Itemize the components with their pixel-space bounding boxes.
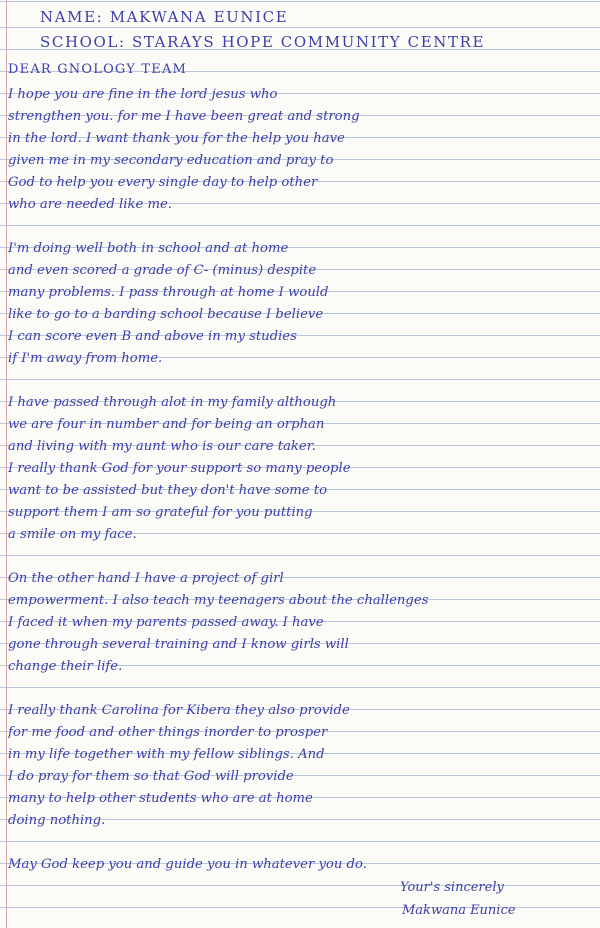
text-line: given me in my secondary education and pray to <box>8 153 334 168</box>
text-line: like to go to a barding school because I believe <box>8 307 324 322</box>
text-line: and living with my aunt who is our care taker. <box>8 439 316 454</box>
margin-line <box>6 0 7 928</box>
text-line: many to help other students who are at home <box>8 791 313 806</box>
text-line: strengthen you. for me I have been great and strong <box>8 109 360 124</box>
paragraph-4 <box>8 568 596 678</box>
text-line: and even scored a grade of C- (minus) despite <box>8 263 317 278</box>
text-line: I'm doing well both in school and at home <box>8 241 289 256</box>
signoff: Your's sincerely <box>400 880 504 895</box>
text-line: God to help you every single day to help other <box>8 175 318 190</box>
text-line: we are four in number and for being an orphan <box>8 417 325 432</box>
text-line: if I'm away from home. <box>8 351 163 366</box>
text-line: I have passed through alot in my family although <box>8 395 337 410</box>
text-line: many problems. I pass through at home I would <box>8 285 329 300</box>
text-line: gone through several training and I know girls will <box>8 637 349 652</box>
school-line: SCHOOL: STARAYS HOPE COMMUNITY CENTRE <box>40 33 486 51</box>
name-line: NAME: MAKWANA EUNICE <box>40 8 289 26</box>
closing-paragraph <box>8 854 596 876</box>
paragraph-5 <box>8 700 596 832</box>
signature: Makwana Eunice <box>402 903 516 918</box>
text-line: support them I am so grateful for you putting <box>8 505 313 520</box>
text-line: On the other hand I have a project of girl <box>8 571 284 586</box>
text-line: I can score even B and above in my studies <box>8 329 297 344</box>
text-line: in the lord. I want thank you for the help you have <box>8 131 345 146</box>
closing-line: May God keep you and guide you in whatever you do. <box>8 857 367 872</box>
paragraph-2 <box>8 238 596 370</box>
text-line: I hope you are fine in the lord jesus who <box>8 87 278 102</box>
salutation: DEAR GNOLOGY TEAM <box>8 62 188 77</box>
paragraph-3 <box>8 392 596 546</box>
text-line: I really thank Carolina for Kibera they also provide <box>8 703 350 718</box>
text-line: who are needed like me. <box>8 197 172 212</box>
text-line: empowerment. I also teach my teenagers about the challenges <box>8 593 429 608</box>
text-line: I do pray for them so that God will provide <box>8 769 294 784</box>
text-line: a smile on my face. <box>8 527 137 542</box>
paragraph-1 <box>8 84 596 216</box>
text-line: want to be assisted but they don't have some to <box>8 483 328 498</box>
text-line: change their life. <box>8 659 123 674</box>
text-line: I really thank God for your support so many people <box>8 461 351 476</box>
text-line: doing nothing. <box>8 813 106 828</box>
text-line: I faced it when my parents passed away. I have <box>8 615 324 630</box>
text-line: for me food and other things inorder to prosper <box>8 725 328 740</box>
text-line: in my life together with my fellow siblings. And <box>8 747 325 762</box>
